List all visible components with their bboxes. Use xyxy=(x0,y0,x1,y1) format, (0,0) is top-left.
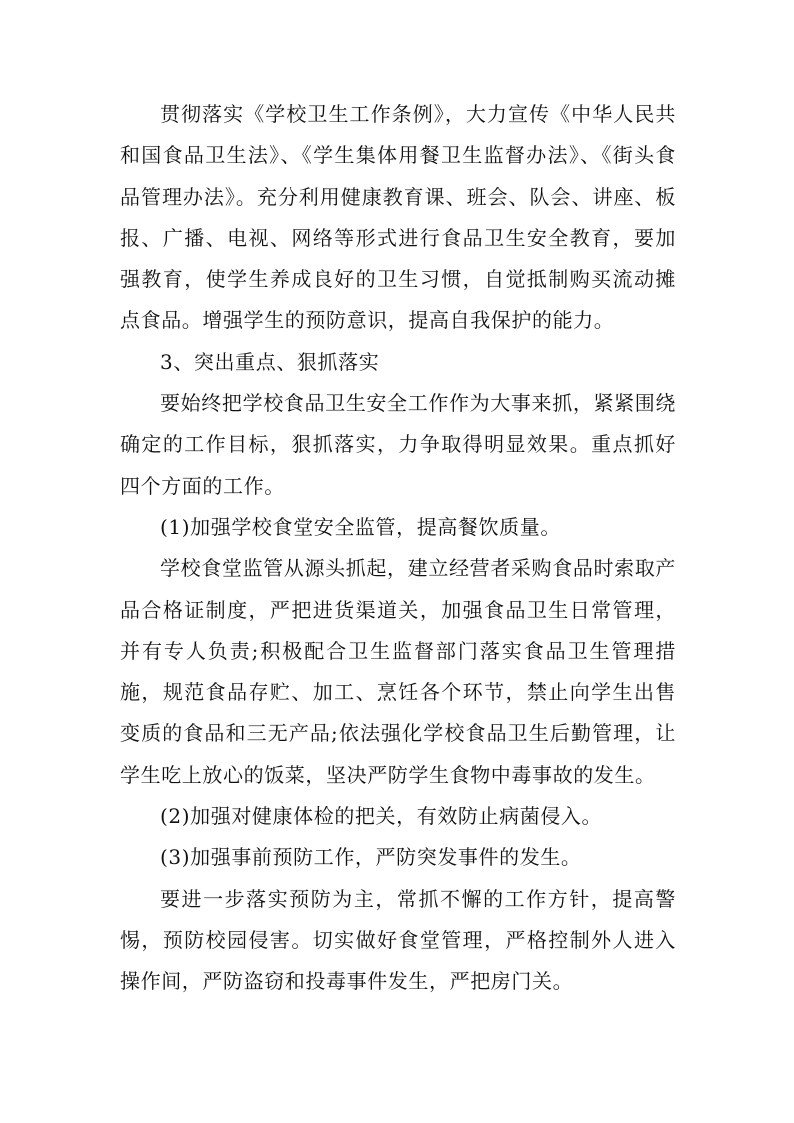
item-health-check: (2)加强对健康体检的把关，有效防止病菌侵入。 xyxy=(160,804,603,829)
document-body xyxy=(120,94,676,1003)
paragraph-publicity-education: 贯彻落实《学校卫生工作条例》，大力宣传《中华人民共和国食品卫生法》、《学生集体用餐卫生监督办法》、《街头食品管理办法》。充分利用健康教育课、班会、队会、讲座、板报、广播、电视、网络等形式进行食品卫生安全教育，要加强教育，使学生养成良好的卫生习惯，自觉抵制购买流动摊点食品。增强学生的预防意识，提高自我保护的能力。 xyxy=(120,102,676,333)
paragraph-prevention-details: 要进一步落实预防为主，常抓不懈的工作方针，提高警惕，预防校园侵害。切实做好食堂管理，严格控制外人进入操作间，严防盗窃和投毒事件发生，严把房门关。 xyxy=(120,886,676,994)
item-prevention: (3)加强事前预防工作，严防突发事件的发生。 xyxy=(160,845,582,870)
item-canteen-supervision: (1)加强学校食堂安全监管，提高餐饮质量。 xyxy=(160,514,561,539)
section-heading-focus: 3、突出重点、狠抓落实 xyxy=(160,349,380,374)
paragraph-canteen-details: 学校食堂监管从源头抓起，建立经营者采购食品时索取产品合格证制度，严把进货渠道关，加强食品卫生日常管理，并有专人负责;积极配合卫生监督部门落实食品卫生管理措施，规范食品存贮、加工、烹饪各个环节，禁止向学生出售变质的食品和三无产品;依法强化学校食品卫生后勤管理，让学生吃上放心的饭菜，坚决严防学生食物中毒事故的发生。 xyxy=(120,556,676,787)
paragraph-work-goals: 要始终把学校食品卫生安全工作作为大事来抓，紧紧围绕确定的工作目标，狠抓落实，力争取得明显效果。重点抓好四个方面的工作。 xyxy=(120,391,676,498)
